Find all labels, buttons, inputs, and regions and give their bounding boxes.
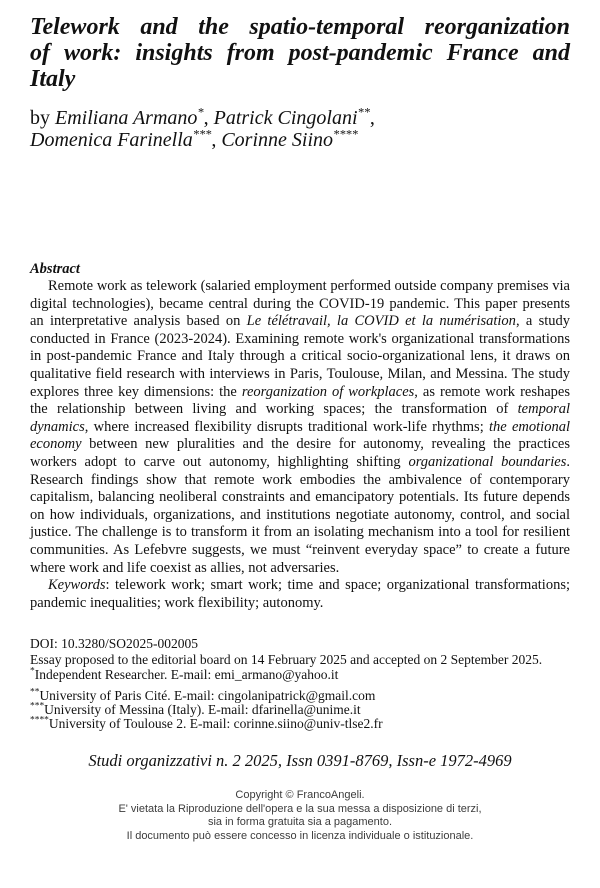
- text-segment: **: [30, 687, 40, 698]
- text-segment: ,: [203, 107, 214, 129]
- journal-issue-line: Studi organizzativi n. 2 2025, Issn 0391-8769, Issn-e 1972-4969: [88, 751, 512, 771]
- text-segment: Patrick Cingolani: [213, 107, 358, 129]
- copyright-line: Copyright © FrancoAngeli.: [235, 789, 365, 802]
- text-segment: *: [197, 105, 204, 120]
- text-segment: **: [357, 105, 370, 120]
- text-segment: Keywords: [48, 577, 106, 594]
- title-line: of work: insights from post-pandemic France and: [30, 40, 570, 66]
- text-segment: ,: [369, 107, 375, 129]
- doi-line: DOI: 10.3280/SO2025-002005: [30, 636, 198, 652]
- paper-title: [30, 14, 570, 92]
- text-segment: reorganization of workplaces: [241, 383, 415, 400]
- abstract-heading: Abstract: [30, 261, 80, 277]
- authors-byline: [30, 107, 570, 151]
- text-segment: ***: [30, 701, 45, 712]
- keywords-line: [30, 577, 570, 612]
- text-segment: . Research findings show that remote work embodies the ambivalence of contemporary capitalism, balancing neoliberal constraints and emancipatory potentials. Its future depends on how individuals, organizations, and institutions negotiate autonomy, control, and social justice. The challenge is to transform it from an isolating mechanism into a tool for resilient communities. As Lefebvre suggests, we must “reinvent everyday space” to create a future where work and life coexist as allies, not adversaries.: [30, 453, 570, 576]
- text-segment: *: [30, 666, 35, 677]
- text-segment: : telework work; smart work; time and space; organizational transformations; pandemic inequalities; work flexibility; autonomy.: [30, 577, 570, 611]
- text-segment: , a study conducted in France (2023-2024). Examining remote work's organizational transformations in post-pandemic France and Italy through a critical socio-organizational lens, it draws on qualitative field research with interviews in Paris, Toulouse, Milan, and Messina. The study explores three key dimensions: the: [30, 313, 570, 400]
- author-footnotes: [30, 668, 570, 731]
- text-segment: Le télétravail, la COVID et la numérisation: [246, 313, 516, 330]
- text-segment: the emotional economy: [30, 418, 570, 453]
- text-segment: , where increased flexibility disrupts traditional work-life rhythms;: [84, 418, 489, 435]
- text-segment: temporal dynamics: [30, 401, 570, 435]
- footnote-author-4: [30, 717, 570, 731]
- text-segment: Emiliana Armano: [55, 107, 198, 129]
- text-segment: Independent Researcher. E-mail: emi_armano@yahoo.it: [34, 667, 339, 683]
- copyright-line: E' vietata la Riproduzione dell'opera e la sua messa a disposizione di terzi,: [118, 802, 482, 815]
- abstract-text: [30, 278, 570, 577]
- text-segment: , as remote work reshapes the relationship between living and working spaces; the transformation of: [30, 383, 570, 418]
- text-segment: ,: [211, 129, 222, 151]
- text-segment: by: [30, 107, 55, 129]
- copyright-line: Il documento può essere concesso in licenza individuale o istituzionale.: [126, 829, 474, 842]
- article-meta: [30, 636, 570, 668]
- text-segment: organizational boundaries: [408, 453, 567, 470]
- submission-line: Essay proposed to the editorial board on 14 February 2025 and accepted on 2 September 2025.: [30, 652, 543, 668]
- title-line: Telework and the spatio-temporal reorganization: [30, 14, 570, 40]
- text-segment: University of Paris Cité. E-mail: cingolanipatrick@gmail.com: [39, 688, 376, 704]
- title-line: Italy: [30, 66, 76, 92]
- text-segment: University of Toulouse 2. E-mail: corinne.siino@univ-tlse2.fr: [48, 716, 383, 732]
- footnote-author-1: [30, 668, 570, 682]
- text-segment: ****: [333, 127, 358, 142]
- text-segment: Remote work as telework (salaried employment performed outside company premises via digital technologies), became central during the COVID-19 pandemic. This paper presents an interpretative analysis based on: [30, 278, 570, 330]
- copyright-block: [30, 789, 570, 843]
- copyright-line: sia in forma gratuita sia a pagamento.: [207, 816, 393, 829]
- text-segment: Domenica Farinella: [30, 129, 193, 151]
- text-segment: ****: [30, 715, 49, 726]
- text-segment: University of Messina (Italy). E-mail: dfarinella@unime.it: [44, 702, 361, 718]
- text-segment: between new pluralities and the desire for autonomy, revealing the practices workers adopt to carve out autonomy, highlighting shifting: [30, 436, 570, 470]
- text-segment: ***: [192, 127, 212, 142]
- text-segment: Corinne Siino: [221, 129, 334, 151]
